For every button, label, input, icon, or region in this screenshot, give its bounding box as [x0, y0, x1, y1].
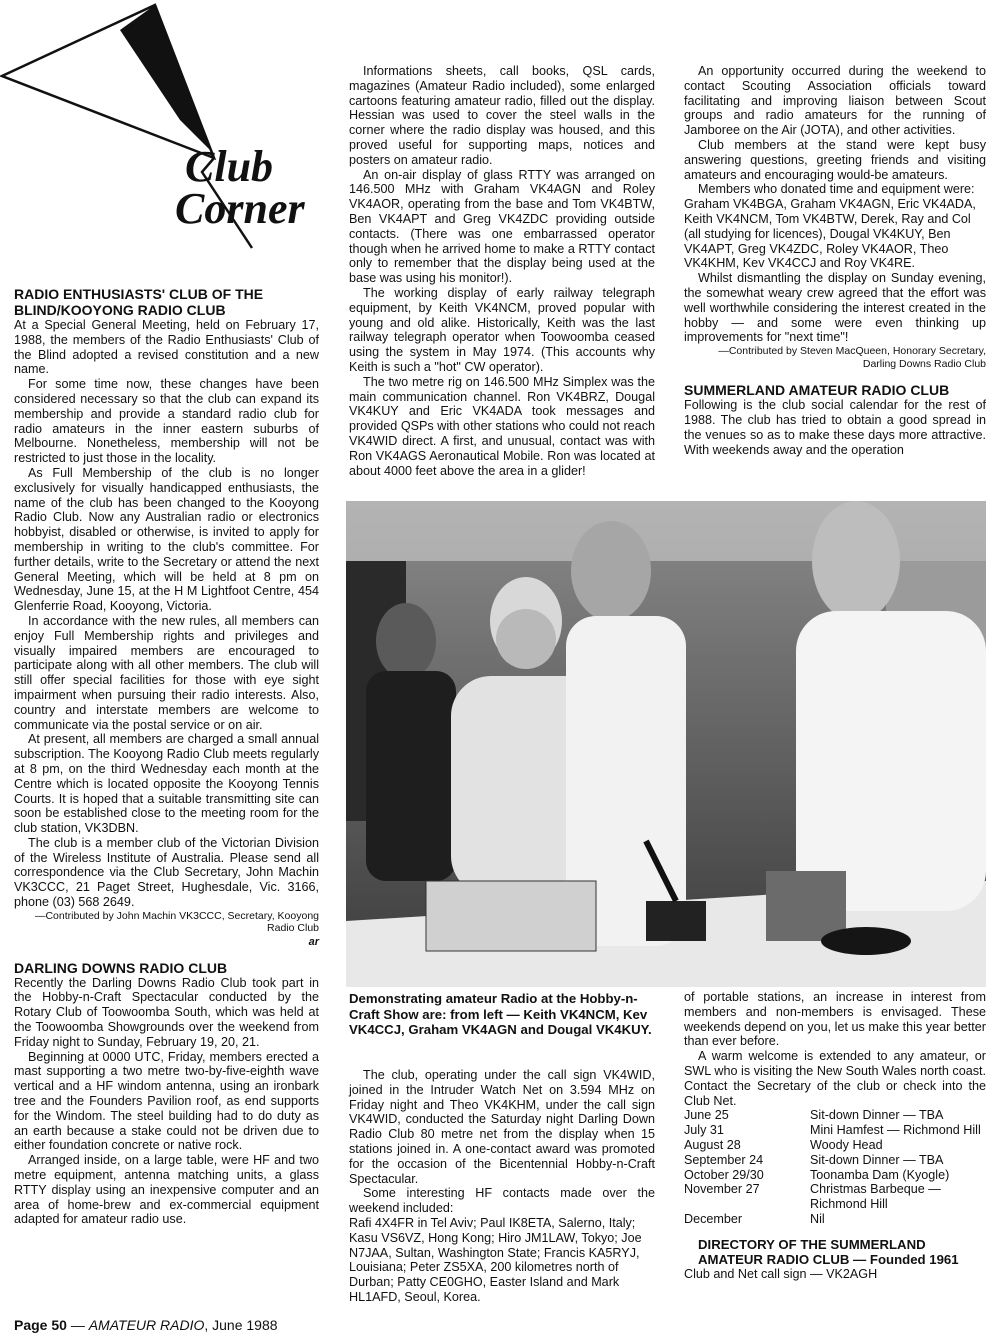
- paragraph: At present, all members are charged a small annual subscription. The Kooyong Radio Club meets regularly at 8 pm, on the third Wednesday each month at the Centre which is located opposite the Kooyong Tennis Courts. It is hoped that a suitable transmitting site can soon be established close to the meeting room for the club station, VK3DBN.: [14, 732, 319, 836]
- social-calendar: [684, 1108, 986, 1226]
- paragraph: A warm welcome is extended to any amateur, or SWL who is visiting the New South Wales north coast. Contact the Secretary of the club or check into the Club Net.: [684, 1049, 986, 1108]
- logo-word-club: Club: [185, 142, 274, 191]
- column-2-top: [349, 64, 655, 478]
- page-footer: [14, 1317, 278, 1333]
- paragraph: Some interesting HF contacts made over the weekend included:: [349, 1186, 655, 1216]
- paragraph: Beginning at 0000 UTC, Friday, members erected a mast supporting a two metre two-by-five-eighth wave vertical and a HF windom antenna, using an ironbark tree and the Founders Pavilion roof, as end supports for the Windom. The steel building had to do duty as an earth because a stake could not be driven due to either foundation concrete or native rock.: [14, 1049, 319, 1153]
- club-corner-logo: [0, 0, 330, 285]
- column-2-bottom: [349, 1068, 655, 1305]
- photo-caption: Demonstrating amateur Radio at the Hobby-n-Craft Show are: from left — Keith VK4NCM, Kev VK4CCJ, Graham VK4AGN and Dougal VK4KUY.: [349, 991, 652, 1037]
- members-list: Graham VK4BGA, Graham VK4AGN, Eric VK4ADA, Keith VK4NCM, Tom VK4BTW, Derek, Ray and Col (all studying for licences), Dougal VK4KUY, Ben VK4APT, Greg VK4ZDC, Roley VK4AOR, Theo VK4KHM, Kev VK4CCJ and Roy VK4RE.: [684, 197, 976, 271]
- heading-kooyong: RADIO ENTHUSIASTS' CLUB OF THE BLIND/KOOYONG RADIO CLUB: [14, 286, 264, 318]
- calendar-row: [684, 1138, 986, 1153]
- paragraph: Club members at the stand were kept busy answering questions, greeting friends and visiting amateurs and encouraging would-be amateurs.: [684, 137, 986, 182]
- calendar-row: [684, 1123, 986, 1138]
- calendar-event: Nil: [810, 1211, 825, 1226]
- paragraph: The two metre rig on 146.500 MHz Simplex was the main communication channel. Ron VK4BRZ, Dougal VK4KUY and Eric VK4ADA took messages and provided QSPs with other stations who could not reach VK4WID direct. A first, and unusual, contact was with Ron VK4AGS Aeronautical Mobile. Ron was located at about 4000 feet above the area in a glider!: [349, 374, 655, 478]
- calendar-date: November 27: [684, 1182, 760, 1197]
- column-3-top: [684, 64, 986, 457]
- heading-directory: DIRECTORY OF THE SUMMERLAND AMATEUR RADIO CLUB — Founded 1961: [698, 1236, 959, 1267]
- ar-mark: ar: [308, 935, 319, 948]
- calendar-event: Woody Head: [810, 1137, 883, 1152]
- footer-dash: —: [66, 1317, 89, 1333]
- magazine-name: AMATEUR RADIO: [88, 1317, 205, 1333]
- heading-darling-downs: DARLING DOWNS RADIO CLUB: [14, 959, 228, 976]
- calendar-event: Sit-down Dinner — TBA: [810, 1108, 944, 1123]
- paragraph: For some time now, these changes have been considered necessary so that the club can expand its membership and provide a standard radio club for radio amateurs in the inner eastern suburbs of Melbourne. Nonetheless, membership will not be restricted to just those in the locality.: [14, 377, 319, 466]
- club-photo: [346, 501, 986, 987]
- credit-darling-downs: —Contributed by Steven MacQueen, Honorary Secretary, Darling Downs Radio Club: [718, 345, 986, 370]
- calendar-row: [684, 1168, 986, 1183]
- paragraph: In accordance with the new rules, all members can enjoy Full Membership rights and privileges and visually impaired members are encouraged to participate along with all other members. The club will still offer special facilities for those with eye sight impairment when pursuing their radio interests. Also, country and interstate members are welcome to communicate via the postal service or on air.: [14, 613, 319, 732]
- paragraph: of portable stations, an increase in interest from members and non-members is envisaged. These weekends depend on you, let us make this year better than ever before.: [684, 990, 986, 1049]
- calendar-date: August 28: [684, 1137, 741, 1152]
- calendar-row: [684, 1153, 986, 1168]
- paragraph: An on-air display of glass RTTY was arranged on 146.500 MHz with Graham VK4AGN and Roley VK4AOR, operating from the base and Tom VK4BTW, Ben VK4APT and Greg VK4ZDC providing outside contacts. (There was one embarrassed operator though when he arrived home to make a RTTY contact only to remember that the display being used at the base was using his monitor!).: [349, 167, 655, 286]
- calendar-date: July 31: [684, 1123, 724, 1138]
- credit-kooyong: —Contributed by John Machin VK3CCC, Secretary, Kooyong Radio Club: [34, 909, 319, 935]
- paragraph: Informations sheets, call books, QSL cards, magazines (Amateur Radio included), some enlarged cartoons featuring amateur radio, filled out the display. Hessian was used to cover the steel walls in the corner where the radio display was housed, and this proved useful for supporting maps, notices and posters on amateur radio.: [349, 64, 655, 167]
- paragraph: The club, operating under the call sign VK4WID, joined in the Intruder Watch Net on 3.594 MHz on Friday night and Theo VK4KHM, under the call sign VK4WID, conducted the Saturday night Darling Down Radio Club 80 metre net from the display when 15 stations joined in. A one-contact award was promoted for the occasion of the Bicentennial Hobby-n-Craft Spectacular.: [349, 1068, 655, 1186]
- column-3-bottom: [684, 990, 986, 1282]
- paragraph: Members who donated time and equipment were:: [698, 182, 975, 197]
- calendar-event: Toonamba Dam (Kyogle): [810, 1167, 950, 1182]
- photo-illustration: [346, 501, 986, 987]
- paragraph: An opportunity occurred during the weekend to contact Scouting Association officials toward facilitating and improving liaison between Scout groups and radio amateurs for the running of Jamboree on the Air (JOTA), and other activities.: [684, 64, 986, 138]
- paragraph: Following is the club social calendar for the rest of 1988. The club has tried to obtain a good spread in the venues so as to make these days more attractive. With weekends away and the operation: [684, 398, 986, 457]
- calendar-row: [684, 1182, 986, 1212]
- calendar-date: September 24: [684, 1152, 764, 1167]
- club-corner-title: [175, 142, 305, 233]
- hf-contacts: Rafi 4X4FR in Tel Aviv; Paul IK8ETA, Salerno, Italy; Kasu VS6VZ, Hong Kong; Hiro JM1LAW, Tokyo; Joe N7JAA, Sultan, Washington State; Francis KA5RYJ, Louisiana; Peter ZS5XA, 200 kilometres north of Durban; Patty CE0GHO, Easter Island and Mark HL1AFD, Seoul, Korea.: [349, 1215, 642, 1304]
- calendar-date: June 25: [684, 1108, 729, 1123]
- calendar-event: Christmas Barbeque — Richmond Hill: [810, 1182, 941, 1212]
- paragraph: Recently the Darling Downs Radio Club took part in the Hobby-n-Craft Spectacular conducted by the Rotary Club of Toowoomba South, which was held at the Toowoomba Showgrounds over the weekend from Friday night to Sunday, February 19, 20, 21.: [14, 975, 319, 1049]
- paragraph: As Full Membership of the club is no longer exclusively for visually handicapped enthusiasts, the name of the club has been changed to the Kooyong Radio Club. Now any Australian radio or electronics hobbyist, disabled or otherwise, is invited to apply for membership in writing to the club's committee. For further details, write to the Secretary or attend the next General Meeting, which will be held at 8 pm on Wednesday, June 15, at the H M Lightfoot Centre, 454 Glenferrie Road, Kooyong, Victoria.: [14, 465, 319, 614]
- logo-word-corner: Corner: [175, 184, 305, 233]
- calendar-row: [684, 1108, 986, 1123]
- paragraph: Whilst dismantling the display on Sunday evening, the somewhat weary crew agreed that the effort was well worthwhile considering the interest created in the hobby — and some were even thinking up improvements for "next time"!: [684, 271, 986, 345]
- column-1: [14, 286, 319, 1227]
- calendar-date: October 29/30: [684, 1167, 764, 1182]
- directory-line: Club and Net call sign — VK2AGH: [684, 1266, 878, 1281]
- page-number: Page 50: [14, 1317, 67, 1333]
- issue-date: , June 1988: [204, 1317, 278, 1333]
- paragraph: At a Special General Meeting, held on February 17, 1988, the members of the Radio Enthusiasts' Club of the Blind adopted a revised constitution and a new name.: [14, 318, 319, 377]
- calendar-event: Mini Hamfest — Richmond Hill: [810, 1123, 981, 1138]
- calendar-date: December: [684, 1211, 743, 1226]
- calendar-event: Sit-down Dinner — TBA: [810, 1152, 944, 1167]
- paragraph: Arranged inside, on a large table, were HF and two metre equipment, antenna matching units, a glass RTTY display using an inexpensive computer and an area of home-brew and ex-commercial equipment adapted for amateur radio use.: [14, 1153, 319, 1227]
- calendar-row: [684, 1212, 986, 1227]
- paragraph: The working display of early railway telegraph equipment, by Keith VK4NCM, proved popular with young and old alike. Historically, Keith was the last railway telegraph operator when Toowoomba ceased using the system in May 1974. (This accounts why Keith is such a "hot" CW operator).: [349, 285, 655, 374]
- paragraph: The club is a member club of the Victorian Division of the Wireless Institute of Australia. Please send all correspondence via the Club Secretary, John Machin VK3CCC, 21 Paget Street, Hughesdale, Vic. 3166, phone (03) 568 2649.: [14, 835, 319, 910]
- heading-summerland: SUMMERLAND AMATEUR RADIO CLUB: [684, 382, 950, 399]
